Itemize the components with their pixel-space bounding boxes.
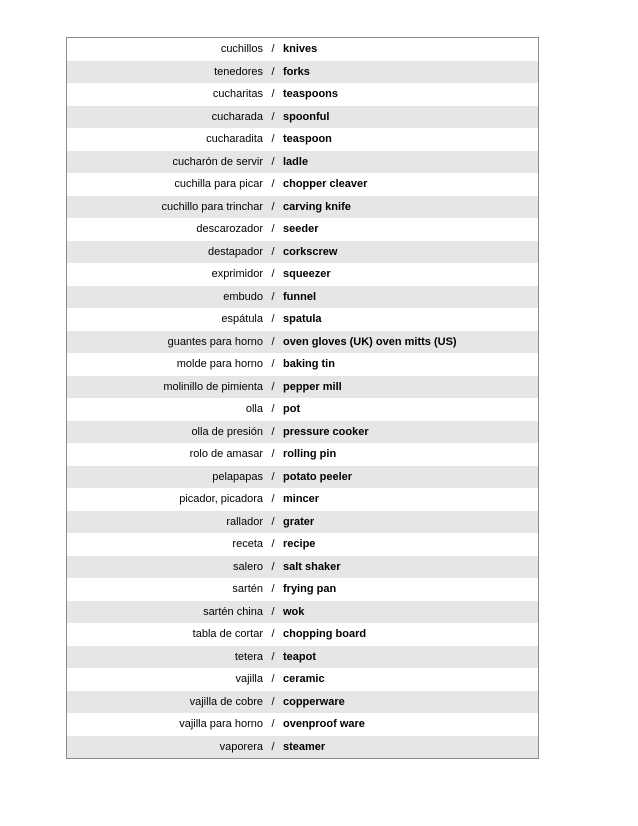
spanish-term: rallador xyxy=(226,515,263,528)
separator: / xyxy=(271,200,275,213)
separator: / xyxy=(271,155,275,168)
separator: / xyxy=(271,628,275,641)
table-row xyxy=(67,736,538,759)
spanish-term: olla xyxy=(245,403,263,416)
separator: / xyxy=(271,65,275,78)
spanish-term: vajilla para horno xyxy=(179,718,263,731)
separator: / xyxy=(271,110,275,123)
spanish-term: pelapapas xyxy=(212,470,263,483)
spanish-term: receta xyxy=(232,538,263,551)
separator: / xyxy=(271,268,275,281)
table-row xyxy=(67,511,538,534)
spanish-term: exprimidor xyxy=(211,268,263,281)
english-term: recipe xyxy=(283,538,316,551)
table-row xyxy=(67,263,538,286)
table-row xyxy=(67,533,538,556)
separator: / xyxy=(271,223,275,236)
spanish-term: embudo xyxy=(223,290,263,303)
english-term: copperware xyxy=(283,695,345,708)
spanish-term: vajilla xyxy=(235,673,263,686)
english-term: teaspoon xyxy=(283,133,332,146)
table-row xyxy=(67,691,538,714)
spanish-term: salero xyxy=(233,560,263,573)
separator: / xyxy=(271,380,275,393)
spanish-term: rolo de amasar xyxy=(189,448,263,461)
spanish-term: tetera xyxy=(234,650,263,663)
separator: / xyxy=(271,605,275,618)
spanish-term: espátula xyxy=(221,313,263,326)
table-row xyxy=(67,106,538,129)
separator: / xyxy=(271,313,275,326)
spanish-term: tabla de cortar xyxy=(192,628,263,641)
english-term: forks xyxy=(283,65,310,78)
english-term: pressure cooker xyxy=(283,425,369,438)
english-term: chopping board xyxy=(283,628,367,641)
english-term: squeezer xyxy=(283,268,331,281)
spanish-term: cuchillo para trinchar xyxy=(161,200,263,213)
table-row xyxy=(67,443,538,466)
separator: / xyxy=(271,335,275,348)
separator: / xyxy=(271,448,275,461)
table-row xyxy=(67,196,538,219)
separator: / xyxy=(271,178,275,191)
separator: / xyxy=(271,718,275,731)
separator: / xyxy=(271,88,275,101)
table-row xyxy=(67,331,538,354)
spanish-term: descarozador xyxy=(196,223,263,236)
separator: / xyxy=(271,425,275,438)
spanish-term: cucharada xyxy=(211,110,263,123)
table-row xyxy=(67,668,538,691)
english-term: pot xyxy=(283,403,301,416)
separator: / xyxy=(271,358,275,371)
english-term: knives xyxy=(283,43,318,56)
separator: / xyxy=(271,290,275,303)
separator: / xyxy=(271,493,275,506)
english-term: steamer xyxy=(283,740,326,753)
english-term: chopper cleaver xyxy=(283,178,368,191)
table-row xyxy=(67,83,538,106)
table-row xyxy=(67,623,538,646)
table-row xyxy=(67,646,538,669)
table-row xyxy=(67,308,538,331)
english-term: oven gloves (UK) oven mitts (US) xyxy=(283,335,457,348)
spanish-term: tenedores xyxy=(214,65,263,78)
table-row xyxy=(67,376,538,399)
table-row xyxy=(67,173,538,196)
english-term: mincer xyxy=(283,493,320,506)
spanish-term: picador, picadora xyxy=(179,493,263,506)
separator: / xyxy=(271,560,275,573)
table-row xyxy=(67,151,538,174)
table-row xyxy=(67,466,538,489)
table-row xyxy=(67,398,538,421)
separator: / xyxy=(271,673,275,686)
separator: / xyxy=(271,650,275,663)
spanish-term: guantes para horno xyxy=(167,335,263,348)
table-row xyxy=(67,488,538,511)
table-row xyxy=(67,241,538,264)
separator: / xyxy=(271,43,275,56)
english-term: spatula xyxy=(283,313,322,326)
spanish-term: cuchillos xyxy=(220,43,263,56)
english-term: wok xyxy=(283,605,305,618)
english-term: grater xyxy=(283,515,315,528)
english-term: spoonful xyxy=(283,110,330,123)
english-term: salt shaker xyxy=(283,560,341,573)
english-term: carving knife xyxy=(283,200,351,213)
english-term: frying pan xyxy=(283,583,337,596)
english-term: corkscrew xyxy=(283,245,338,258)
english-term: ladle xyxy=(283,155,309,168)
separator: / xyxy=(271,403,275,416)
spanish-term: destapador xyxy=(207,245,263,258)
english-term: ceramic xyxy=(283,673,325,686)
table-row xyxy=(67,556,538,579)
spanish-term: molde para horno xyxy=(176,358,263,371)
table-row xyxy=(67,353,538,376)
english-term: baking tin xyxy=(283,358,335,371)
spanish-term: sartén xyxy=(232,583,263,596)
spanish-term: vaporera xyxy=(219,740,263,753)
spanish-term: cucharón de servir xyxy=(172,155,263,168)
table-row xyxy=(67,286,538,309)
table-row xyxy=(67,601,538,624)
vocabulary-table xyxy=(66,37,539,759)
separator: / xyxy=(271,470,275,483)
english-term: ovenproof ware xyxy=(283,718,365,731)
separator: / xyxy=(271,583,275,596)
spanish-term: vajilla de cobre xyxy=(189,695,263,708)
english-term: potato peeler xyxy=(283,470,353,483)
spanish-term: olla de presión xyxy=(191,425,263,438)
english-term: teapot xyxy=(283,650,316,663)
table-row xyxy=(67,38,538,61)
table-row xyxy=(67,421,538,444)
spanish-term: cucharitas xyxy=(212,88,263,101)
table-row xyxy=(67,218,538,241)
table-row xyxy=(67,578,538,601)
spanish-term: cuchilla para picar xyxy=(174,178,263,191)
table-row xyxy=(67,128,538,151)
table-row xyxy=(67,61,538,84)
separator: / xyxy=(271,740,275,753)
spanish-term: sartén china xyxy=(203,605,263,618)
separator: / xyxy=(271,515,275,528)
spanish-term: cucharadita xyxy=(206,133,263,146)
separator: / xyxy=(271,695,275,708)
table-row xyxy=(67,713,538,736)
separator: / xyxy=(271,245,275,258)
english-term: pepper mill xyxy=(283,380,342,393)
spanish-term: molinillo de pimienta xyxy=(163,380,263,393)
separator: / xyxy=(271,133,275,146)
english-term: seeder xyxy=(283,223,319,236)
english-term: funnel xyxy=(283,290,316,303)
separator: / xyxy=(271,538,275,551)
english-term: teaspoons xyxy=(283,88,339,101)
english-term: rolling pin xyxy=(283,448,337,461)
